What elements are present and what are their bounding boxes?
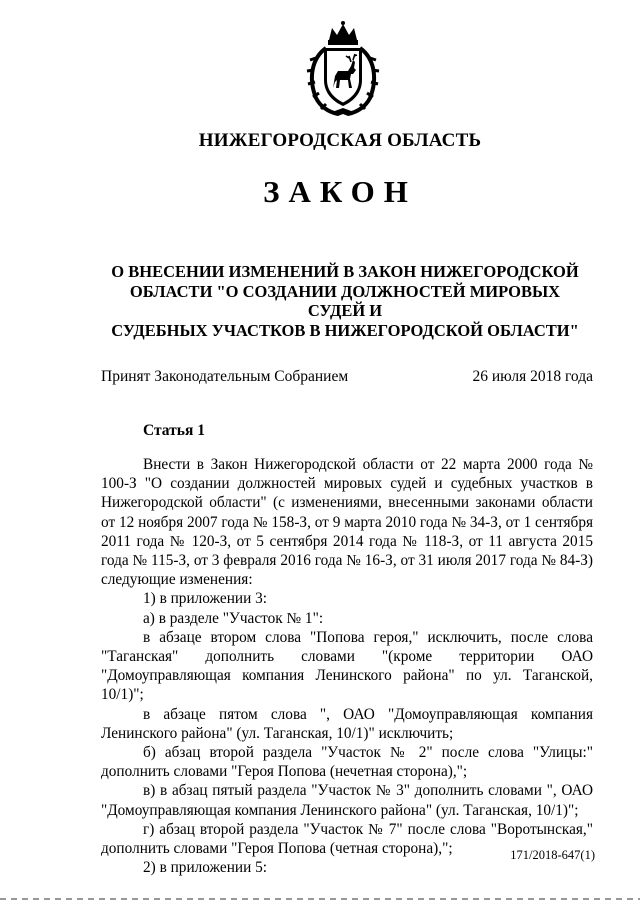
article-paragraph: 1) в приложении 3: [143, 590, 267, 608]
subject-line: СУДЕБНЫХ УЧАСТКОВ В НИЖЕГОРОДСКОЙ ОБЛАСТИ" [111, 320, 579, 340]
article-paragraph: 2) в приложении 5: [143, 859, 267, 877]
law-subject-title [110, 262, 580, 340]
scan-edge-divider [0, 898, 640, 900]
subject-line: О ВНЕСЕНИИ ИЗМЕНЕНИЙ В ЗАКОН НИЖЕГОРОДСКОЙ [111, 262, 579, 281]
adoption-label: Принят Законодательным Собранием [101, 368, 349, 385]
document-code: 171/2018-647(1) [510, 848, 595, 862]
document-type-title: ЗАКОН [263, 174, 417, 209]
region-title: НИЖЕГОРОДСКАЯ ОБЛАСТЬ [198, 130, 482, 151]
article-paragraph: в абзаце пятом слова ", ОАО "Домоуправляющая компания Ленинского района" (ул. Таганская, 10/1)" исключить; [101, 705, 593, 742]
adoption-line [101, 368, 593, 386]
adoption-date: 26 июля 2018 года [472, 368, 593, 385]
article-title: Статья 1 [143, 422, 205, 439]
article-paragraph: Внести в Закон Нижегородской области от 22 марта 2000 года № 100-З "О создании должностей мировых судей и судебных участков в Нижегородской области" (с изменениями, внесенными законами области от 12 ноября 2007 года № 158-З, от 9 марта 2010 года № 34-З, от 1 сентября 2011 года № 120-З, от 5 сентября 2014 года № 118-З, от 11 августа 2015 года № 115-З, от 3 февраля 2016 года № 16-З, от 31 июля 2017 года № 84-З) следующие изменения: [101, 456, 593, 589]
article-paragraph: г) абзац второй раздела "Участок № 7" после слова "Воротынская," дополнить словами "Героя Попова (четная сторона),"; [101, 820, 593, 858]
subject-line: ОБЛАСТИ "О СОЗДАНИИ ДОЛЖНОСТЕЙ МИРОВЫХ СУДЕЙ И [129, 281, 561, 320]
article-body [101, 455, 593, 877]
article-paragraph: а) в разделе "Участок № 1": [143, 609, 324, 627]
article-paragraph: в абзаце втором слова "Попова героя," исключить, после слова "Таганская" дополнить словами "(кроме территории ОАО "Домоуправляющая компания Ленинского района" по ул. Таганской, 10/1)"; [101, 628, 593, 704]
article-paragraph: в) в абзац пятый раздела "Участок № 3" дополнить словами ", ОАО "Домоуправляющая компания Ленинского района" (ул. Таганская, 10/1)"; [101, 782, 593, 819]
coat-of-arms-icon [302, 18, 384, 118]
article-paragraph: б) абзац второй раздела "Участок № 2" после слова "Улицы:" дополнить словами "Героя Попова (нечетная сторона),"; [101, 744, 593, 781]
